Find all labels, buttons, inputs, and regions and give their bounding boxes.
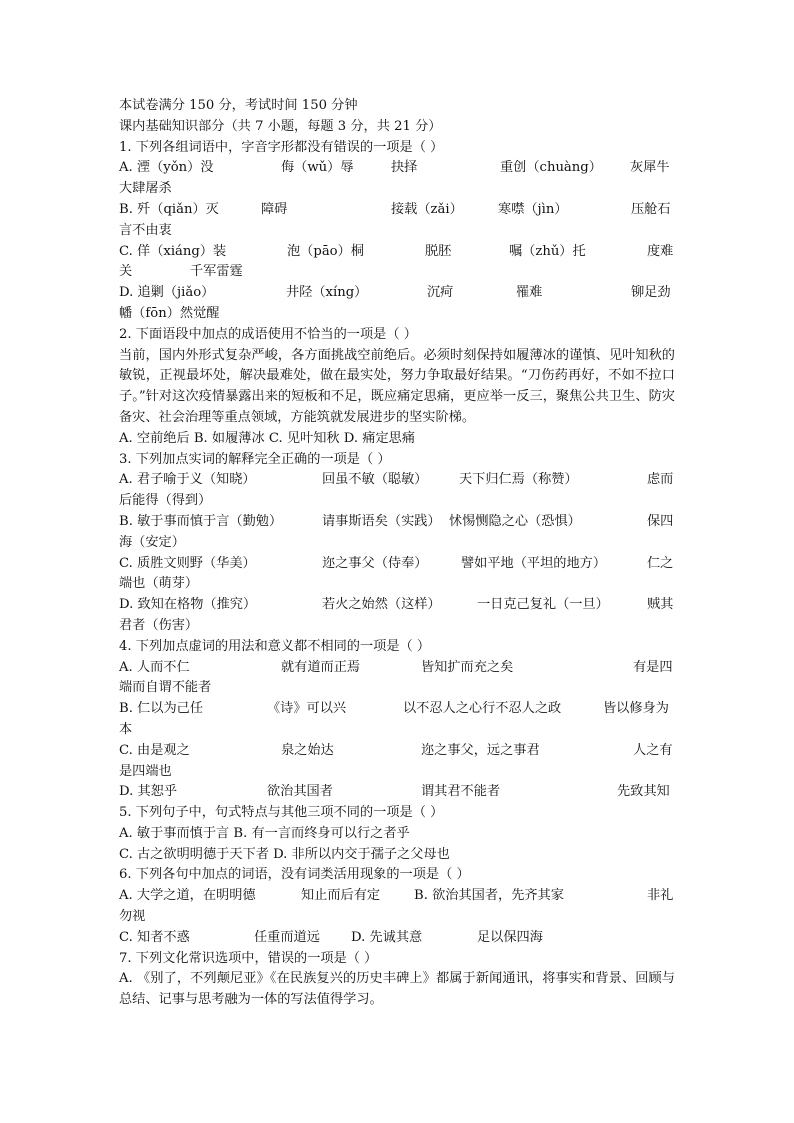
q5-options-cd: C. 古之欲明明德于天下者 D. 非所以内交于孺子之父母也 [119, 846, 450, 862]
q1-c-item: 千军雷霆 [190, 264, 243, 280]
q5-stem: 5. 下列句子中，句式特点与其他三项不同的一项是（ ） [119, 805, 444, 821]
q1-a-item: 重创（chuàng） [500, 160, 602, 176]
q1-b-cont: 言不由衷 [119, 222, 172, 238]
q4-option-b [119, 699, 675, 720]
q4-c-item: 泉之始达 [281, 742, 334, 758]
q3-option-b [119, 512, 675, 533]
q1-b-item: B. 歼（qiǎn）灭 [119, 201, 219, 217]
q1-option-b [119, 200, 675, 221]
q3-c-item: 仁之 [647, 555, 674, 571]
q1-d-item: D. 追剿（jiǎo） [119, 285, 215, 301]
q4-a-cont: 端而自谓不能者 [119, 680, 212, 696]
q6-options-ab [119, 886, 675, 907]
q6-ab-item: B. 欲治其国者，先齐其家 [414, 888, 564, 904]
q1-d-item: 罹难 [516, 285, 543, 301]
q4-option-d [119, 782, 675, 803]
q1-a-item: A. 湮（yǒn）没 [119, 160, 214, 176]
q1-c-item: C. 佯（xiáng）装 [119, 243, 227, 259]
q3-b-item: 怵惕恻隐之心（恐惧） [449, 513, 581, 529]
q1-option-c [119, 242, 675, 263]
q6-cd-item: 足以保四海 [477, 929, 543, 945]
q4-c-item: C. 由是观之 [119, 742, 190, 758]
q7-option-a: A. 《别了，不列颠尼亚》《在民族复兴的历史丰碑上》都属于新闻通讯，将事实和背景、回顾与总结、记事与思考融为一体的写法值得学习。 [119, 971, 675, 1008]
q6-cd-item: 任重而道远 [254, 929, 320, 945]
q4-d-item: 先致其知 [617, 784, 670, 800]
q3-b-item: 保四 [647, 513, 674, 529]
q1-a-item: 灰犀牛 [630, 160, 670, 176]
q3-c-cont: 端也（萌芽） [119, 576, 199, 592]
q4-d-item: 欲治其国者 [267, 784, 333, 800]
exam-info: 本试卷满分 150 分，考试时间 150 分钟 [119, 98, 358, 113]
q3-option-d [119, 595, 675, 616]
q3-c-item: 迩之事父（侍奉） [322, 555, 428, 571]
q4-c-item: 人之有 [633, 742, 673, 758]
q3-d-item: 一日克己复礼（一旦） [477, 597, 609, 613]
q6-ab-item: 知止而后有定 [301, 888, 381, 904]
q4-a-item: 皆知扩而充之矣 [421, 659, 514, 675]
q4-c-item: 迩之事父，远之事君 [421, 742, 540, 758]
q4-b-item: 皆以修身为 [603, 701, 669, 717]
q3-d-item: 若火之始然（这样） [322, 597, 441, 613]
q6-ab-item: A. 大学之道，在明明德 [119, 888, 256, 904]
q4-b-item: 《诗》可以兴 [267, 701, 347, 717]
q6-cd-item: C. 知者不惑 [119, 929, 190, 945]
q4-stem: 4. 下列加点虚词的用法和意义都不相同的一项是（ ） [119, 638, 431, 654]
q3-option-c [119, 554, 675, 575]
q1-c-item: 泡（pāo）桐 [287, 243, 364, 259]
q2-passage: 当前，国内外形式复杂严峻，各方面挑战空前绝后。必须时刻保持如履薄冰的谨慎、见叶知秋的敏锐，正视最坏处，解决最难处，做在最实处，努力争取最好结果。“刀伤药再好，不如不拉口子。”针对这次疫情暴露出来的短板和不足，既应痛定思痛，更应举一反三，聚焦公共卫生、防灾备灾、社会治理等重点领域，方能筑就发展进步的坚实阶梯。 [119, 347, 675, 425]
q4-c-cont: 是四端也 [119, 763, 172, 779]
q4-a-item: 有是四 [633, 659, 673, 675]
q1-option-d [119, 283, 675, 304]
q1-c-item: 嘱（zhǔ）托 [509, 243, 586, 259]
q1-stem: 1. 下列各组词语中，字音字形都没有错误的一项是（ ） [119, 139, 444, 155]
q4-d-item: D. 其恕乎 [119, 784, 178, 800]
q6-options-cd [119, 928, 675, 949]
q1-c-item: 脱胚 [425, 243, 452, 259]
q1-a-item: 侮（wǔ）辱 [281, 160, 354, 176]
q1-c-item: 关 [119, 264, 133, 280]
q6-ab-item: 非礼 [647, 888, 674, 904]
q1-a-item: 抉择 [391, 160, 418, 176]
exam-page [119, 96, 675, 1011]
q1-b-item: 寒噤（jìn） [498, 201, 568, 217]
q3-a-item: 天下归仁焉（称赞） [459, 472, 578, 488]
q1-b-item: 接载（zǎi） [391, 201, 463, 217]
q1-d-item: 沉疴 [427, 285, 454, 301]
q4-b-cont: 本 [119, 721, 133, 737]
q4-d-item: 谓其君不能者 [421, 784, 501, 800]
q3-c-item: C. 质胜文则野（华美） [119, 555, 256, 571]
q3-b-item: 请事斯语矣（实践） [322, 513, 441, 529]
q3-a-item: A. 君子喻于义（知晓） [119, 472, 256, 488]
q3-b-cont: 海（安定） [119, 534, 185, 550]
q3-a-item: 虑而 [647, 472, 674, 488]
q6-stem: 6. 下列各句中加点的词语，没有词类活用现象的一项是（ ） [119, 867, 470, 883]
q4-a-item: A. 人而不仁 [119, 659, 190, 675]
q3-stem: 3. 下列加点实词的解释完全正确的一项是（ ） [119, 451, 391, 467]
q3-a-item: 回虽不敏（聪敏） [322, 472, 428, 488]
q3-c-item: 譬如平地（平坦的地方） [461, 555, 607, 571]
q3-d-item: 贼其 [647, 597, 674, 613]
q1-d-item: 井陉（xíng） [286, 285, 368, 301]
q1-d-cont: 幡（fōn）然觉醒 [119, 305, 220, 321]
section-title: 课内基础知识部分（共 7 小题，每题 3 分，共 21 分） [119, 118, 442, 134]
q7-stem: 7. 下列文化常识选项中，错误的一项是（ ） [119, 950, 378, 966]
q1-c-cont [119, 262, 675, 283]
q3-a-cont: 后能得（得到） [119, 493, 212, 509]
q3-b-item: B. 敏于事而慎于言（勤勉） [119, 513, 283, 529]
q4-a-item: 就有道而正焉 [281, 659, 361, 675]
q1-b-item: 障碍 [261, 201, 288, 217]
q2-options: A. 空前绝后 B. 如履薄冰 C. 见叶知秋 D. 痛定思痛 [119, 430, 416, 446]
q1-a-cont: 大肆屠杀 [119, 181, 172, 197]
q1-b-item: 压舱石 [631, 201, 671, 217]
q4-option-a [119, 658, 675, 679]
q6-cd-item: D. 先诚其意 [351, 929, 423, 945]
q3-option-a [119, 470, 675, 491]
q3-d-item: D. 致知在格物（推究） [119, 597, 257, 613]
q1-c-item: 度难 [647, 243, 674, 259]
q5-options-ab: A. 敏于事而慎于言 B. 有一言而终身可以行之者乎 [119, 825, 410, 841]
q1-option-a [119, 158, 675, 179]
q4-option-c [119, 741, 675, 762]
q4-b-item: 以不忍人之心行不忍人之政 [403, 701, 562, 717]
q1-d-item: 铆足劲 [631, 285, 671, 301]
q6-ab-cont: 勿视 [119, 909, 146, 925]
q4-b-item: B. 仁以为己任 [119, 701, 204, 717]
q2-stem: 2. 下面语段中加点的成语使用不恰当的一项是（ ） [119, 326, 417, 342]
q3-d-cont: 君者（伤害） [119, 617, 199, 633]
